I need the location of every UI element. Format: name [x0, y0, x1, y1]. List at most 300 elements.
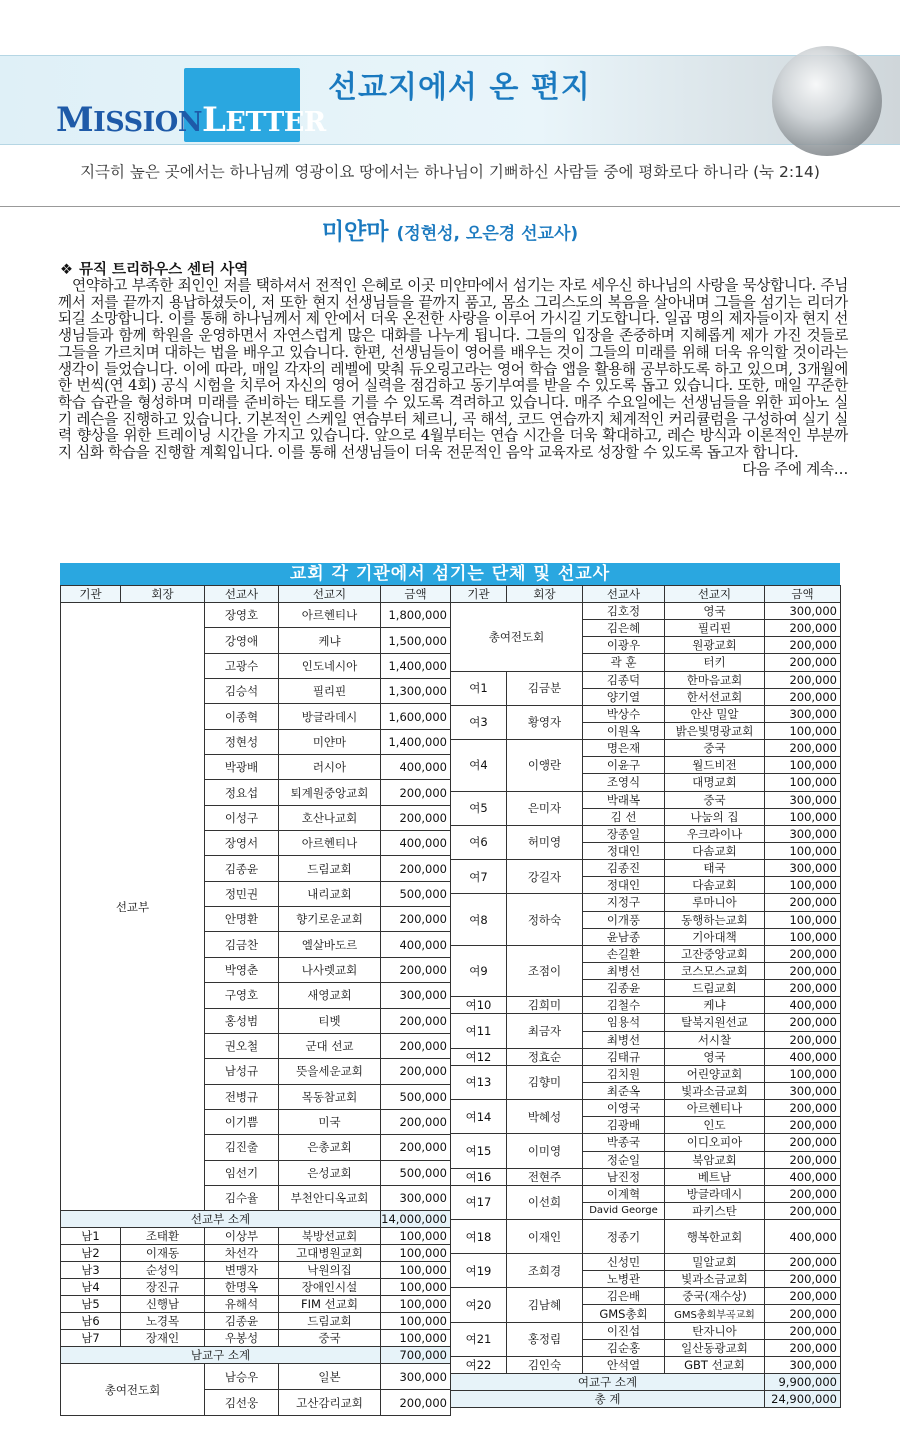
table-row [61, 1313, 451, 1330]
amount: 300,000 [765, 705, 841, 722]
amount: 500,000 [381, 1084, 451, 1109]
missionary-name: 김철수 [583, 997, 665, 1014]
amount: 200,000 [765, 980, 841, 997]
amount: 200,000 [765, 740, 841, 757]
missionary-name: 김호정 [583, 603, 665, 620]
total-amount: 24,900,000 [765, 1391, 841, 1408]
missionary-name: 변맹자 [205, 1262, 279, 1279]
mission-field: 고산감리교회 [279, 1390, 381, 1416]
missionary-name: GMS총회 [583, 1305, 665, 1322]
subtotal-amount: 14,000,000 [381, 1211, 451, 1228]
amount: 300,000 [765, 825, 841, 842]
org-name: 여13 [451, 1065, 507, 1099]
table-row [451, 1254, 841, 1271]
table-row [451, 671, 841, 688]
president-name: 최금자 [507, 1014, 583, 1048]
missionary-name: 박상수 [583, 705, 665, 722]
mission-field: 고대병원교회 [279, 1245, 381, 1262]
total-label: 총 계 [451, 1391, 765, 1408]
org-name: 여9 [451, 945, 507, 996]
missionary-name: 이상부 [205, 1228, 279, 1245]
president-name: 황영자 [507, 705, 583, 739]
missionary-name: 김금찬 [205, 932, 279, 957]
table-row [451, 1288, 841, 1305]
missionary-name: 권오철 [205, 1033, 279, 1058]
missionary-name: 이종혁 [205, 704, 279, 729]
column-header: 기관 [61, 586, 121, 603]
missionary-name: 차선각 [205, 1245, 279, 1262]
amount: 300,000 [381, 983, 451, 1008]
amount: 1,600,000 [381, 704, 451, 729]
mission-field: 안산 밀알 [665, 705, 765, 722]
table-row [451, 997, 841, 1014]
mission-field: 북방선교회 [279, 1228, 381, 1245]
missionary-name: 이윤구 [583, 757, 665, 774]
org-name: 여17 [451, 1185, 507, 1219]
amount: 200,000 [765, 1322, 841, 1339]
missionary-name: 박광배 [205, 755, 279, 780]
subtotal-amount: 9,900,000 [765, 1374, 841, 1391]
amount: 400,000 [765, 1168, 841, 1185]
table-title: 교회 각 기관에서 섬기는 단체 및 선교사 [60, 563, 840, 585]
amount: 300,000 [765, 1082, 841, 1099]
amount: 200,000 [765, 1288, 841, 1305]
missionary-name: 김종덕 [583, 671, 665, 688]
amount: 1,400,000 [381, 653, 451, 678]
subtotal-label: 여교구 소계 [451, 1374, 765, 1391]
missionary-name: 장영호 [205, 603, 279, 628]
president-name: 조태환 [121, 1228, 205, 1245]
amount: 1,500,000 [381, 628, 451, 653]
mission-field: 아르헨티나 [279, 831, 381, 856]
president-name: 순성익 [121, 1262, 205, 1279]
mission-field: 우크라이나 [665, 825, 765, 842]
president-name: 허미영 [507, 825, 583, 859]
president-name: 은미자 [507, 791, 583, 825]
mission-field: 나눔의 집 [665, 808, 765, 825]
mission-field: 군대 선교 [279, 1033, 381, 1058]
amount: 200,000 [381, 856, 451, 881]
table-header-row [451, 586, 841, 603]
org-name: 남5 [61, 1296, 121, 1313]
missionary-name: 조영식 [583, 774, 665, 791]
mission-field: 향기로운교회 [279, 907, 381, 932]
table-row [451, 740, 841, 757]
missionary-name: 김광배 [583, 1117, 665, 1134]
missionary-name: 박영춘 [205, 957, 279, 982]
amount: 200,000 [765, 688, 841, 705]
amount: 300,000 [381, 1185, 451, 1210]
page-title: 선교지에서 온 편지 [328, 70, 591, 105]
president-name: 이재인 [507, 1220, 583, 1254]
mission-field: 행복한교회 [665, 1220, 765, 1254]
column-header: 선교지 [279, 586, 381, 603]
missionary-name: 양기열 [583, 688, 665, 705]
table-row [61, 1296, 451, 1313]
mission-field: 아르헨티나 [279, 603, 381, 628]
mission-field: 은총교회 [279, 1135, 381, 1160]
president-name: 홍정림 [507, 1322, 583, 1356]
table-row [451, 1134, 841, 1151]
president-name: 정하숙 [507, 894, 583, 945]
missionary-name: 박래복 [583, 791, 665, 808]
missionary-name: 강영애 [205, 628, 279, 653]
mission-field: 케냐 [279, 628, 381, 653]
org-name: 여21 [451, 1322, 507, 1356]
org-name: 여8 [451, 894, 507, 945]
continued-note: 다음 주에 계속… [742, 460, 848, 478]
mission-field: 영국 [665, 1048, 765, 1065]
mission-field: FIM 선교회 [279, 1296, 381, 1313]
table-row [451, 1014, 841, 1031]
mission-field: 어린양교회 [665, 1065, 765, 1082]
missionary-name: 정현성 [205, 729, 279, 754]
table-row [451, 705, 841, 722]
amount: 200,000 [765, 620, 841, 637]
missionary-name: 고광수 [205, 653, 279, 678]
mission-field: 중국 [665, 740, 765, 757]
missionary-name: 이개풍 [583, 911, 665, 928]
missionary-name: 손길환 [583, 945, 665, 962]
missionary-name: 전병규 [205, 1084, 279, 1109]
amount: 200,000 [381, 805, 451, 830]
mission-field: 새영교회 [279, 983, 381, 1008]
org-name: 여7 [451, 860, 507, 894]
amount: 200,000 [381, 1008, 451, 1033]
table-row [61, 1279, 451, 1296]
table-row [451, 1168, 841, 1185]
amount: 100,000 [765, 808, 841, 825]
missionary-name: 김종윤 [205, 1313, 279, 1330]
missionary-name: 안석열 [583, 1356, 665, 1373]
org-name: 여14 [451, 1100, 507, 1134]
mission-field: 필리핀 [665, 620, 765, 637]
table-header-row [61, 586, 451, 603]
missionary-name: 김선웅 [205, 1390, 279, 1416]
amount: 1,300,000 [381, 679, 451, 704]
missionary-name: 김은혜 [583, 620, 665, 637]
mission-field: 중국(재수상) [665, 1288, 765, 1305]
missionary-name: 명은재 [583, 740, 665, 757]
amount: 200,000 [765, 1254, 841, 1271]
missionary-name: 김순홍 [583, 1339, 665, 1356]
mission-field: GBT 선교회 [665, 1356, 765, 1373]
president-name: 강길자 [507, 860, 583, 894]
missionary-name: 노병관 [583, 1271, 665, 1288]
mission-field: 인도네시아 [279, 653, 381, 678]
amount: 300,000 [765, 791, 841, 808]
president-name: 정효순 [507, 1048, 583, 1065]
mission-field: 부천안디옥교회 [279, 1185, 381, 1210]
amount: 100,000 [765, 757, 841, 774]
amount: 200,000 [381, 1033, 451, 1058]
president-name: 김남혜 [507, 1288, 583, 1322]
amount: 300,000 [765, 860, 841, 877]
table-row [451, 603, 841, 620]
country-name: 미얀마 [321, 219, 389, 245]
missionary-name: 김치원 [583, 1065, 665, 1082]
mission-field: 엘살바도르 [279, 932, 381, 957]
column-header: 회장 [121, 586, 205, 603]
header-banner [0, 55, 900, 145]
table-row [451, 1322, 841, 1339]
section-heading: ❖ 뮤직 트리하우스 센터 사역 [60, 262, 249, 278]
missionary-name: 한명옥 [205, 1279, 279, 1296]
missionary-name: 최준옥 [583, 1082, 665, 1099]
mission-field: 낙원의집 [279, 1262, 381, 1279]
table-row [451, 1185, 841, 1202]
column-header: 선교사 [205, 586, 279, 603]
amount: 100,000 [765, 1065, 841, 1082]
missionary-name: 남성규 [205, 1059, 279, 1084]
president-name: 이선희 [507, 1185, 583, 1219]
missionary-name: 신성민 [583, 1254, 665, 1271]
amount: 200,000 [765, 637, 841, 654]
president-name: 박혜성 [507, 1100, 583, 1134]
mission-field: 파키스탄 [665, 1202, 765, 1219]
org-name: 여1 [451, 671, 507, 705]
org-name: 여15 [451, 1134, 507, 1168]
amount: 200,000 [765, 1271, 841, 1288]
missionary-name: 김승석 [205, 679, 279, 704]
missionary-name: 유해석 [205, 1296, 279, 1313]
president-name: 이재동 [121, 1245, 205, 1262]
missionary-name: 장영서 [205, 831, 279, 856]
missionary-name: 윤남종 [583, 928, 665, 945]
missionary-name: 이계혁 [583, 1185, 665, 1202]
mission-field: 북암교회 [665, 1151, 765, 1168]
mission-field: 원광교회 [665, 637, 765, 654]
table-row [61, 1228, 451, 1245]
missionary-name: 최병선 [583, 962, 665, 979]
diamond-bullet-icon: ❖ [60, 262, 73, 278]
amount: 100,000 [765, 911, 841, 928]
org-name: 여19 [451, 1254, 507, 1288]
missionary-name: 김종윤 [583, 980, 665, 997]
org-name: 남3 [61, 1262, 121, 1279]
amount: 200,000 [765, 945, 841, 962]
org-name: 여6 [451, 825, 507, 859]
mission-field: 드림교회 [665, 980, 765, 997]
mission-field: 기아대책 [665, 928, 765, 945]
president-name: 조점이 [507, 945, 583, 996]
missionary-name: 정종기 [583, 1220, 665, 1254]
mission-field: 루마니아 [665, 894, 765, 911]
missionary-name: 최병선 [583, 1031, 665, 1048]
mission-field: 다솜교회 [665, 842, 765, 859]
divider [0, 206, 900, 207]
subtotal-label: 남교구 소계 [61, 1347, 381, 1364]
table-row [451, 825, 841, 842]
org-name: 여4 [451, 740, 507, 791]
mission-field: 일산동광교회 [665, 1339, 765, 1356]
amount: 400,000 [381, 831, 451, 856]
amount: 400,000 [765, 1220, 841, 1254]
mission-field: 월드비전 [665, 757, 765, 774]
org-name: 여16 [451, 1168, 507, 1185]
amount: 1,800,000 [381, 603, 451, 628]
amount: 400,000 [381, 755, 451, 780]
mission-field: 케냐 [665, 997, 765, 1014]
globe-icon [772, 46, 882, 156]
amount: 300,000 [765, 603, 841, 620]
missionary-name: 김수율 [205, 1185, 279, 1210]
missionary-name: 이원옥 [583, 722, 665, 739]
president-name: 장진규 [121, 1279, 205, 1296]
mission-field: 터키 [665, 654, 765, 671]
org-name: 남4 [61, 1279, 121, 1296]
column-header: 회장 [507, 586, 583, 603]
mission-field: 동행하는교회 [665, 911, 765, 928]
mission-field: 밝은빛명광교회 [665, 722, 765, 739]
amount: 100,000 [381, 1330, 451, 1347]
table-row [451, 1391, 841, 1408]
table-row [61, 603, 451, 628]
amount: 500,000 [381, 1160, 451, 1185]
missionary-name: 김진출 [205, 1135, 279, 1160]
table-row [61, 1364, 451, 1390]
missionary-name: 정순일 [583, 1151, 665, 1168]
subtotal-label: 선교부 소계 [61, 1211, 381, 1228]
org-name: 남2 [61, 1245, 121, 1262]
mission-field: 중국 [665, 791, 765, 808]
amount: 200,000 [765, 1185, 841, 1202]
column-header: 선교사 [583, 586, 665, 603]
mission-field: 다솜교회 [665, 877, 765, 894]
org-name: 총여전도회 [451, 603, 583, 672]
mission-field: 은성교회 [279, 1160, 381, 1185]
mission-field: 미얀마 [279, 729, 381, 754]
table-row [451, 945, 841, 962]
amount: 200,000 [765, 654, 841, 671]
mission-field: 러시아 [279, 755, 381, 780]
missionary-name: 정대인 [583, 877, 665, 894]
amount: 200,000 [381, 1135, 451, 1160]
table-row [61, 1347, 451, 1364]
president-name: 조희경 [507, 1254, 583, 1288]
column-header: 금액 [765, 586, 841, 603]
amount: 200,000 [765, 962, 841, 979]
missionary-name: 이진섭 [583, 1322, 665, 1339]
missionary-name: David George [583, 1202, 665, 1219]
amount: 100,000 [765, 722, 841, 739]
amount: 300,000 [381, 1364, 451, 1390]
org-name: 남6 [61, 1313, 121, 1330]
mission-field: 내리교회 [279, 881, 381, 906]
mission-field: 일본 [279, 1364, 381, 1390]
missionary-name: 임용석 [583, 1014, 665, 1031]
president-name: 장재인 [121, 1330, 205, 1347]
left-donation-table [60, 585, 451, 1416]
president-name: 이미영 [507, 1134, 583, 1168]
mission-field: 방글라데시 [279, 704, 381, 729]
missionary-name: 안명환 [205, 907, 279, 932]
missionary-name: 남진정 [583, 1168, 665, 1185]
amount: 1,400,000 [381, 729, 451, 754]
mission-field: 뜻을세운교회 [279, 1059, 381, 1084]
amount: 100,000 [381, 1313, 451, 1330]
amount: 200,000 [381, 1059, 451, 1084]
amount: 400,000 [765, 997, 841, 1014]
mission-field: 미국 [279, 1109, 381, 1134]
org-name: 선교부 [61, 603, 205, 1211]
amount: 200,000 [765, 1117, 841, 1134]
table-row [451, 1374, 841, 1391]
mission-field: 영국 [665, 603, 765, 620]
mission-field: 대명교회 [665, 774, 765, 791]
amount: 200,000 [765, 1014, 841, 1031]
president-name: 이앵란 [507, 740, 583, 791]
amount: 100,000 [765, 928, 841, 945]
amount: 200,000 [765, 1134, 841, 1151]
president-name: 김인숙 [507, 1356, 583, 1373]
mission-letter-logo: MISSIONLETTER [56, 100, 326, 140]
mission-field: 드림교회 [279, 1313, 381, 1330]
missionary-name: 김 선 [583, 808, 665, 825]
letter-paragraph: 연약하고 부족한 죄인인 저를 택하셔서 전적인 은혜로 이곳 미얀마에서 섬기는 자로 세우신 하나님의 사랑을 묵상합니다. 주님께서 저를 끝까지 용납하셨듯이, 저 또한 현지 선생님들을 끝까지 품고, 몸소 그리스도의 복음을 살아내며 그들을 섬기는 리더가 되길 소망합니다. 이를 통해 하나님께서 제 안에서 더욱 온전한 사랑을 이루어 가시길 기도합니다. 일곱 명의 제자들이자 현지 선생님들과 함께 학원을 운영하면서 자연스럽게 많은 대화를 나누게 됩니다. 그들의 입장을 존중하며 지혜롭게 제가 가진 것들로 그들을 가르치며 대하는 법을 배우고 있습니다. 한편, 선생님들이 영어를 배우는 것이 그들의 미래를 위해 더욱 유익할 것이라는 생각이 들었습니다. 이에 따라, 매일 각자의 레벨에 맞춰 듀오링고라는 영어 학습 앱을 활용해 공부하도록 하고 있으며, 3개월에 한 번씩(연 4회) 공식 시험을 치루어 자신의 영어 실력을 점검하고 동기부여를 받을 수 있도록 돕고 있습니다. 또한, 매일 꾸준한 학습 습관을 형성하며 미래를 준비하는 태도를 기를 수 있도록 격려하고 있습니다. 매주 수요일에는 선생님들을 위한 피아노 실기 레슨을 진행하고 있습니다. 기본적인 스케일 연습부터 체르니, 곡 해석, 코드 연습까지 체계적인 커리큘럼을 구성하여 실기 실력 향상을 위한 트레이닝 시간을 가지고 있습니다. 앞으로 4월부터는 연습 시간을 더욱 확대하고, 레슨 방식과 이론적인 부분까지 심화 학습을 진행할 계획입니다. 이를 통해 선생님들이 더욱 전문적인 음악 교육자로 성장할 수 있도록 돕고자 합니다. [58, 277, 848, 462]
org-name: 남1 [61, 1228, 121, 1245]
amount: 200,000 [381, 957, 451, 982]
org-name: 여20 [451, 1288, 507, 1322]
amount: 200,000 [765, 671, 841, 688]
amount: 200,000 [381, 780, 451, 805]
table-row [61, 1262, 451, 1279]
amount: 500,000 [381, 881, 451, 906]
table-row [451, 1220, 841, 1254]
mission-field: 베트남 [665, 1168, 765, 1185]
amount: 200,000 [765, 894, 841, 911]
amount: 200,000 [381, 1390, 451, 1416]
president-name: 노경목 [121, 1313, 205, 1330]
amount: 100,000 [381, 1296, 451, 1313]
table-row [61, 1245, 451, 1262]
amount: 300,000 [765, 1356, 841, 1373]
amount: 200,000 [765, 1100, 841, 1117]
org-name: 여18 [451, 1220, 507, 1254]
amount: 100,000 [765, 774, 841, 791]
mission-field: 드림교회 [279, 856, 381, 881]
mission-field: 코스모스교회 [665, 962, 765, 979]
mission-field: 목동참교회 [279, 1084, 381, 1109]
amount: 100,000 [381, 1262, 451, 1279]
mission-field: 밀알교회 [665, 1254, 765, 1271]
mission-field: 이디오피아 [665, 1134, 765, 1151]
missionary-name: 곽 훈 [583, 654, 665, 671]
missionary-name: 홍성범 [205, 1008, 279, 1033]
missionary-name: 김은배 [583, 1288, 665, 1305]
column-header: 금액 [381, 586, 451, 603]
bible-verse: 지극히 높은 곳에서는 하나님께 영광이요 땅에서는 하나님이 기뻐하신 사람들 중에 평화로다 하니라 (눅 2:14) [80, 163, 820, 181]
amount: 200,000 [381, 1109, 451, 1134]
mission-field: 한마음교회 [665, 671, 765, 688]
missionary-name: 장종일 [583, 825, 665, 842]
mission-field: 아르헨티나 [665, 1100, 765, 1117]
table-row [451, 1065, 841, 1082]
president-name: 김향미 [507, 1065, 583, 1099]
president-name: 전현주 [507, 1168, 583, 1185]
table-row [451, 1048, 841, 1065]
org-name: 여10 [451, 997, 507, 1014]
mission-field: 한서선교회 [665, 688, 765, 705]
missionary-name: 김태규 [583, 1048, 665, 1065]
letter-title [0, 213, 900, 246]
mission-field: 서시찰 [665, 1031, 765, 1048]
missionary-name: 이기쁨 [205, 1109, 279, 1134]
letter-body [58, 278, 848, 478]
amount: 200,000 [765, 1202, 841, 1219]
missionary-name: 박종국 [583, 1134, 665, 1151]
column-header: 기관 [451, 586, 507, 603]
